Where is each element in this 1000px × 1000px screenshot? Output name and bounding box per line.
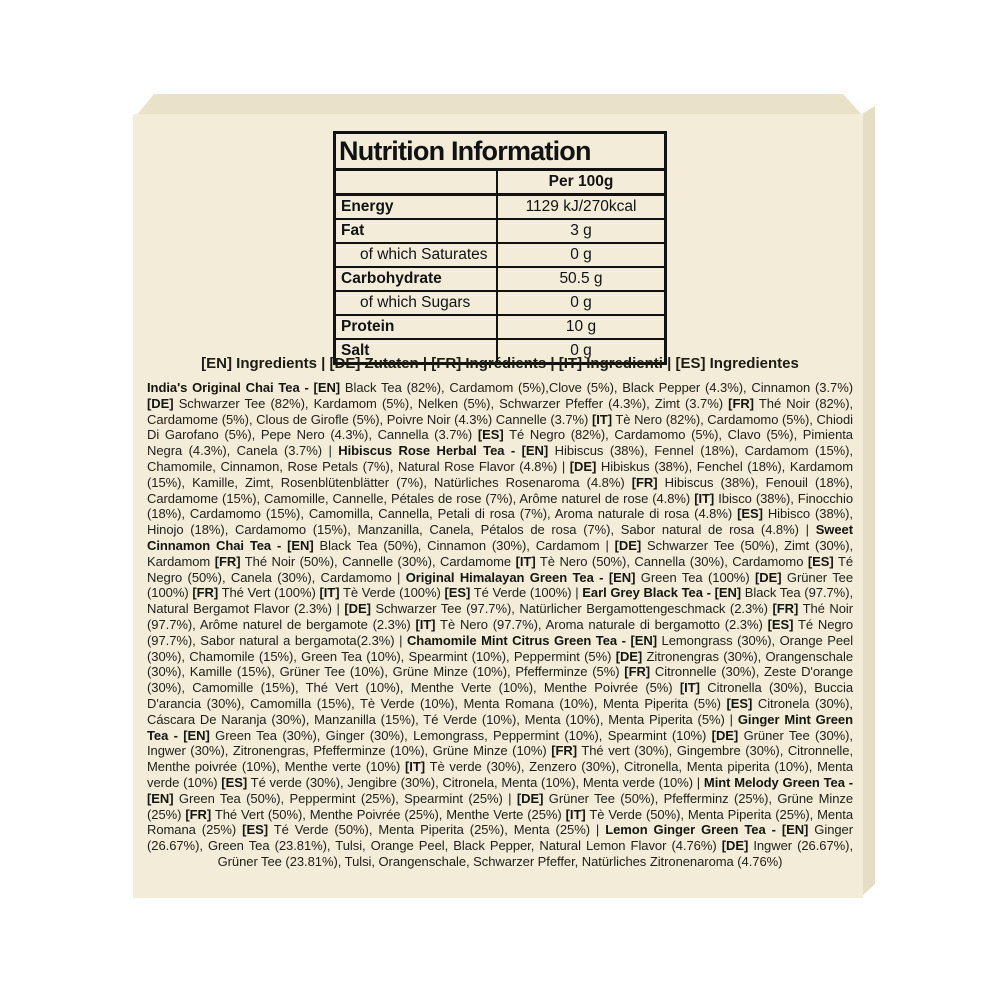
lang-ingredients-text: Hibisco (38%), Hinojo (18%), Cardamomo (15%), Manzanilla, Canela, Pétalos de rosa (7%), Sabor natural de rosa (4.8%) bbox=[147, 506, 853, 538]
ingredients-paragraph: India's Original Chai Tea - [EN] Black Tea (82%), Cardamom (5%),Clove (5%), Black Pepper (4.3%), Cinnamon (3.7%) [DE] Schwarzer Tee (82%), Kardamom (5%), Nelken (5%), Schwarzer Pfeffer (4.3%), Zimt (3.7%) [FR] Thé Noir (82%), Cardamome (5%), Clous de Girofle (5%), Poivre Noir (4.3%) Cannelle (3.7%) [IT] Tè Nero (82%), Cardamomo (5%), Chiodi Di Garofano (5%), Pepe Nero (4.3%), Cannella (3.7%) [ES] Té Negro (82%), Cardamomo (5%), Clavo (5%), Pimienta Negra (4.3%), Canela (3.7%) | Hibiscus Rose Herbal Tea - [EN] Hibiscus (38%), Fennel (18%), Cardamom (15%), Chamomile, Cinnamon, Rose Petals (7%), Natural Rose Flavor (4.8%) | [DE] Hibiskus (38%), Fenchel (18%), Kardamom (15%), Kamille, Zimt, Rosenblütenblätter (7%), Natürliches Rosenaroma (4.8%) [FR] Hibiscus (38%), Fenouil (18%), Cardamome (15%), Camomille, Cannelle, Pétales de rose (7%), Arôme naturel de rose (4.8%) [IT] Ibisco (38%), Finocchio (18%), Cardamomo (15%), Camomilla, Cannella, Petali di rosa (7%), Aroma naturale di rosa (4.8%) [ES] Hibisco (38%), Hinojo (18%), Cardamomo (15%), Manzanilla, Canela, Pétalos de rosa (7%), Sabor natural de rosa (4.8%) | Sweet Cinnamon Chai Tea - [EN] Black Tea (50%), Cinnamon (30%), Cardamom | [DE] Schwarzer Tee (50%), Zimt (30%), Kardamom [FR] Thé Noir (50%), Cannelle (30%), Cardamome [IT] Tè Nero (50%), Cannella (30%), Cardamomo [ES] Té Negro (50%), Canela (30%), Cardamomo | Original Himalayan Green Tea - [EN] Green Tea (100%) [DE] Grüner Tee (100%) [FR] Thé Vert (100%) [IT] Tè Verde (100%) [ES] Té Verde (100%) | Earl Grey Black Tea - [EN] Black Tea (97.7%), Natural Bergamot Flavor (2.3%) | [DE] Schwarzer Tee (97.7%), Natürlicher Bergamottengeschmack (2.3%) [FR] Thé Noir (97.7%), Arôme naturel de bergamote (2.3%) [IT] Tè Nero (97.7%), Aroma naturale di bergamotto (2.3%) [ES] Té Negro (97.7%), Sabor natural a bergamota(2.3%) | Chamomile Mint Citrus Green Tea - [EN] Lemongrass (30%), Orange Peel (30%), Chamomile (15%), Green Tea (10%), Spearmint (10%), Peppermint (5%) [DE] Zitronengras (30%), Orangenschale (30%), Kamille (15%), Grüner Tee (10%), Grüne Minze (10%), Pfefferminze (5%) [FR] Citronnelle (30%), Zeste D'orange (30%), Camomille (15%), Thé Vert (10%), Menthe Verte (10%), Menthe Poivrée (5%) [IT] Citronella (30%), Buccia D'arancia (30%), Camomilla (15%), Tè Verde (10%), Menta Romana (10%), Menta Piperita (5%) [ES] Citronela (30%), Cáscara De Naranja (30%), Manzanilla (15%), Té Verde (10%), Menta (10%), Menta Piperita (5%) | Ginger Mint Green Tea - [EN] Green Tea (30%), Ginger (30%), Lemongrass, Peppermint (10%), Spearmint (10%) [DE] Grüner Tee (30%), Ingwer (30%), Zitronengras, Pfefferminze (10%), Grüne Minze (10%) [FR] Thé vert (30%), Gingembre (30%), Citronnelle, Menthe poivrée (10%), Menthe verte (10%) [IT] Tè verde (30%), Zenzero (30%), Citronella, Menta piperita (10%), Menta verde (10%) [ES] Té verde (30%), Jengibre (30%), Citronela, Menta (10%), Menta verde (10%) | Mint Melody Green Tea - [EN] Green Tea (50%), Peppermint (25%), Spearmint (25%) | [DE] Grüner Tee (50%), Pfefferminz (25%), Grüne Minze (25%) [FR] Thé Vert (50%), Menthe Poivrée (25%), Menthe Verte (25%) [IT] Tè Verde (50%), Menta Piperita (25%), Menta Romana (25%) [ES] Té Verde (50%), Menta Piperita (25%), Menta (25%) | Lemon Ginger Green Tea - [EN] Ginger (26.67%), Green Tea (23.81%), Tulsi, Orange Peel, Black Pepper, Natural Lemon Flavor (4.76%) [DE] Ingwer (26.67%), Grüner Tee (23.81%), Tulsi, Orangenschale, Schwarzer Pfeffer, Natürliches Zitronenaroma (4.76%) bbox=[147, 380, 854, 869]
lang-tag: [ES] bbox=[242, 822, 268, 838]
lang-tag: [ES] bbox=[477, 427, 504, 443]
lang-ingredients-text: Citronella (30%), Buccia D'arancia (30%), Camomilla (15%), Tè Verde (10%), Menta Romana (10%), Menta Piperita (5%) bbox=[147, 680, 854, 711]
nutrition-value: 50.5 g bbox=[496, 268, 664, 290]
lang-tag: [DE] bbox=[754, 569, 782, 585]
lang-ingredients-text: Thé Noir (82%), Cardamome (5%), Clous de Girofle (5%), Poivre Noir (4.3%) Cannelle (3.7%) bbox=[147, 395, 854, 427]
lang-tag: [IT] bbox=[405, 759, 426, 775]
lang-tag: [FR] bbox=[185, 806, 212, 822]
nutrition-label: Salt bbox=[341, 342, 370, 359]
nutrition-value: 0 g bbox=[496, 244, 664, 266]
lang-ingredients-text: Schwarzer Tee (82%), Kardamom (5%), Nelken (5%), Schwarzer Pfeffer (4.3%), Zimt (3.7%) bbox=[178, 395, 724, 411]
nutrition-row bbox=[336, 242, 664, 266]
per-100g-header: Per 100g bbox=[496, 171, 664, 193]
nutrition-rows bbox=[336, 196, 664, 362]
tea-name: Hibiscus Rose Herbal Tea - bbox=[338, 443, 516, 459]
lang-ingredients-text: Hibiscus (38%), Fennel (18%), Cardamom (15%), Chamomile, Cinnamon, Rose Petals (7%), Natural Rose Flavor (4.8%) | bbox=[147, 443, 853, 474]
nutrition-row bbox=[336, 196, 664, 218]
lang-ingredients-text: Schwarzer Tee (50%), Zimt (30%), Kardamom bbox=[147, 537, 854, 569]
lang-ingredients-text: Thé Noir (50%), Cannelle (30%), Cardamome bbox=[244, 553, 512, 569]
lang-ingredients-text: Tè Nero (50%), Cannella (30%), Cardamomo bbox=[539, 553, 804, 569]
lang-tag: [FR] bbox=[192, 585, 219, 601]
lang-tag: [FR] bbox=[772, 601, 799, 617]
lang-tag: [EN] bbox=[183, 727, 210, 743]
lang-ingredients-text: Ginger (26.67%), Green Tea (23.81%), Tulsi, Orange Peel, Black Pepper, Natural Lemon Flavor (4.76%) bbox=[147, 822, 854, 854]
nutrition-title: Nutrition Information bbox=[336, 134, 664, 171]
tea-name: Earl Grey Black Tea - bbox=[582, 585, 711, 601]
lang-tag: [ES] bbox=[767, 616, 794, 632]
nutrition-value: 10 g bbox=[496, 316, 664, 338]
lang-ingredients-text: Tè verde (30%), Zenzero (30%), Citronella, Menta piperita (10%), Menta verde (10%) bbox=[147, 759, 854, 790]
lang-tag: [FR] bbox=[631, 474, 658, 490]
lang-tag: [DE] bbox=[721, 838, 749, 854]
nutrition-value: 0 g bbox=[496, 292, 664, 314]
lang-ingredients-text: Tè Verde (50%), Menta Piperita (25%), Menta Romana (25%) bbox=[147, 806, 854, 838]
lang-tag: [EN] bbox=[781, 822, 809, 838]
lang-ingredients-text: Grüner Tee (30%), Ingwer (30%), Zitronengras, Pfefferminze (10%), Grüne Minze (10%) bbox=[147, 727, 853, 759]
tea-name: Chamomile Mint Citrus Green Tea - bbox=[406, 632, 626, 648]
lang-tag: [EN] bbox=[521, 443, 549, 459]
lang-tag: [ES] bbox=[737, 506, 763, 522]
lang-ingredients-text: Thé Vert (50%), Menthe Poivrée (25%), Menthe Verte (25%) bbox=[214, 806, 562, 822]
lang-ingredients-text: Thé Noir (97.7%), Arôme naturel de bergamote (2.3%) bbox=[147, 601, 854, 632]
lang-ingredients-text: Ibisco (38%), Finocchio (18%), Cardamomo (15%), Camomilla, Cannella, Petali di rosa (7%), Aroma naturale di rosa (4.8%) bbox=[147, 490, 853, 522]
ingredients-heading: [EN] Ingredients | [DE] Zutaten | [FR] Ingrédients | [IT] Ingredienti | [ES] Ingredientes bbox=[201, 355, 799, 372]
nutrition-label: of which Sugars bbox=[360, 294, 471, 311]
lang-tag: [FR] bbox=[728, 395, 754, 411]
lang-tag: [ES] bbox=[726, 695, 753, 711]
tea-name: Original Himalayan Green Tea - bbox=[405, 569, 604, 585]
nutrition-row bbox=[336, 314, 664, 338]
lang-ingredients-text: Té verde (30%), Jengibre (30%), Citronela, Menta (10%), Menta verde (10%) bbox=[250, 774, 693, 790]
lang-tag: [IT] bbox=[515, 553, 536, 569]
lang-tag: [ES] bbox=[444, 585, 471, 601]
lang-tag: [EN] bbox=[630, 632, 657, 648]
lang-ingredients-text: Té Verde (100%) bbox=[473, 585, 572, 601]
lang-ingredients-text: Black Tea (82%), Cardamom (5%),Clove (5%), Black Pepper (4.3%), Cinnamon (3.7%) bbox=[344, 380, 853, 395]
lang-ingredients-text: Lemongrass (30%), Orange Peel (30%), Chamomile (15%), Green Tea (10%), Spearmint (10%), Peppermint (5%) bbox=[147, 632, 854, 664]
lang-tag: [DE] bbox=[615, 648, 643, 664]
lang-ingredients-text: Schwarzer Tee (97.7%), Natürlicher Bergamottengeschmack (2.3%) bbox=[375, 601, 768, 617]
lang-tag: [IT] bbox=[565, 806, 586, 822]
nutrition-label: of which Saturates bbox=[360, 246, 488, 263]
lang-tag: [FR] bbox=[214, 553, 241, 569]
box-side-face bbox=[862, 96, 876, 896]
lang-ingredients-text: Green Tea (50%), Peppermint (25%), Spearmint (25%) | bbox=[178, 790, 512, 806]
nutrition-header-empty-cell bbox=[336, 171, 496, 193]
nutrition-table bbox=[333, 131, 667, 365]
nutrition-header-row bbox=[336, 171, 664, 196]
lang-tag: [DE] bbox=[516, 790, 544, 806]
tea-name: India's Original Chai Tea - bbox=[147, 380, 309, 395]
lang-ingredients-text: Black Tea (50%), Cinnamon (30%), Cardamom | bbox=[319, 537, 609, 553]
nutrition-value: 0 g bbox=[496, 340, 664, 362]
lang-tag: [DE] bbox=[614, 537, 642, 553]
box-top-face bbox=[133, 94, 863, 116]
lang-tag: [EN] bbox=[287, 537, 314, 553]
lang-tag: [ES] bbox=[221, 774, 248, 790]
lang-ingredients-text: Ingwer (26.67%), Grüner Tee (23.81%), Tulsi, Orangenschale, Schwarzer Pfeffer, Natürliches Zitronenaroma (4.76%) bbox=[217, 838, 854, 869]
lang-tag: [FR] bbox=[551, 743, 577, 759]
nutrition-label: Energy bbox=[341, 198, 394, 215]
lang-tag: [EN] bbox=[608, 569, 636, 585]
nutrition-row bbox=[336, 290, 664, 314]
tea-name: Mint Melody Green Tea - bbox=[703, 774, 853, 790]
lang-tag: [DE] bbox=[147, 395, 174, 411]
lang-ingredients-text: Zitronengras (30%), Orangenschale (30%), Kamille (15%), Grüner Tee (10%), Grüne Minze (10%), Pfefferminze (5%) bbox=[147, 648, 853, 680]
tea-name: Lemon Ginger Green Tea - bbox=[605, 822, 776, 838]
lang-ingredients-text: Green Tea (30%), Ginger (30%), Lemongrass, Peppermint (10%), Spearmint (10%) bbox=[215, 727, 707, 743]
tea-name: Sweet Cinnamon Chai Tea - bbox=[147, 522, 854, 553]
lang-ingredients-text: Black Tea (97.7%), Natural Bergamot Flavor (2.3%) | bbox=[147, 585, 854, 617]
lang-ingredients-text: Citronnelle (30%), Zeste D'orange (30%), Camomille (15%), Thé Vert (10%), Menthe Verte (10%), Menthe Poivrée (5%) bbox=[147, 664, 854, 696]
lang-ingredients-text: Grüner Tee (50%), Pfefferminz (25%), Grüne Minze (25%) bbox=[147, 790, 854, 822]
nutrition-row bbox=[336, 218, 664, 242]
tea-name: Ginger Mint Green Tea - bbox=[147, 711, 854, 743]
lang-tag: [IT] bbox=[319, 585, 340, 601]
lang-tag: [DE] bbox=[344, 601, 371, 617]
lang-tag: [IT] bbox=[415, 616, 436, 632]
lang-ingredients-text: Té Negro (97.7%), Sabor natural a bergamota(2.3%) bbox=[147, 616, 854, 648]
lang-tag: [EN] bbox=[147, 790, 174, 806]
lang-ingredients-text: Tè Verde (100%) bbox=[342, 585, 441, 601]
lang-ingredients-text: Tè Nero (82%), Cardamomo (5%), Chiodi Di Garofano (5%), Pepe Nero (4.3%), Cannella (3.7%) bbox=[147, 411, 854, 443]
lang-ingredients-text: Hibiscus (38%), Fenouil (18%), Cardamome (15%), Camomille, Cannelle, Pétales de rose (7%), Arôme naturel de rose (4.8%) bbox=[147, 474, 853, 506]
lang-ingredients-text: Thé Vert (100%) bbox=[221, 585, 316, 601]
lang-tag: [DE] bbox=[711, 727, 739, 743]
lang-tag: [IT] bbox=[679, 680, 700, 696]
lang-tag: [IT] bbox=[591, 411, 612, 427]
lang-ingredients-text: Grüner Tee (100%) bbox=[147, 569, 854, 601]
lang-ingredients-text: Hibiskus (38%), Fenchel (18%), Kardamom (15%), Kamille, Zimt, Rosenblütenblätter (7%), Natürliches Rosenaroma (4.8%) bbox=[147, 458, 854, 490]
nutrition-row bbox=[336, 266, 664, 290]
lang-ingredients-text: Té Verde (50%), Menta Piperita (25%), Menta (25%) bbox=[273, 822, 590, 838]
lang-ingredients-text: Té Negro (82%), Cardamomo (5%), Clavo (5%), Pimienta Negra (4.3%), Canela (3.7%) bbox=[147, 427, 853, 459]
lang-ingredients-text: Tè Nero (97.7%), Aroma naturale di bergamotto (2.3%) bbox=[440, 616, 763, 632]
lang-tag: [ES] bbox=[807, 553, 834, 569]
lang-tag: [DE] bbox=[569, 458, 597, 474]
nutrition-label: Carbohydrate bbox=[341, 270, 442, 287]
lang-tag: [IT] bbox=[694, 490, 715, 506]
nutrition-value: 1129 kJ/270kcal bbox=[496, 196, 664, 218]
lang-tag: [EN] bbox=[313, 380, 341, 395]
lang-ingredients-text: Thé vert (30%), Gingembre (30%), Citronnelle, Menthe poivrée (10%), Menthe verte (10%) bbox=[147, 743, 853, 775]
lang-tag: [EN] bbox=[714, 585, 742, 601]
lang-ingredients-text: Té Negro (50%), Canela (30%), Cardamomo bbox=[147, 553, 854, 585]
nutrition-label: Fat bbox=[341, 222, 365, 239]
nutrition-value: 3 g bbox=[496, 220, 664, 242]
lang-tag: [FR] bbox=[624, 664, 651, 680]
nutrition-label: Protein bbox=[341, 318, 395, 335]
lang-ingredients-text: Citronela (30%), Cáscara De Naranja (30%), Manzanilla (15%), Té Verde (10%), Menta (10%), Menta Piperita (5%) bbox=[147, 695, 853, 727]
lang-ingredients-text: Green Tea (100%) bbox=[640, 569, 750, 585]
